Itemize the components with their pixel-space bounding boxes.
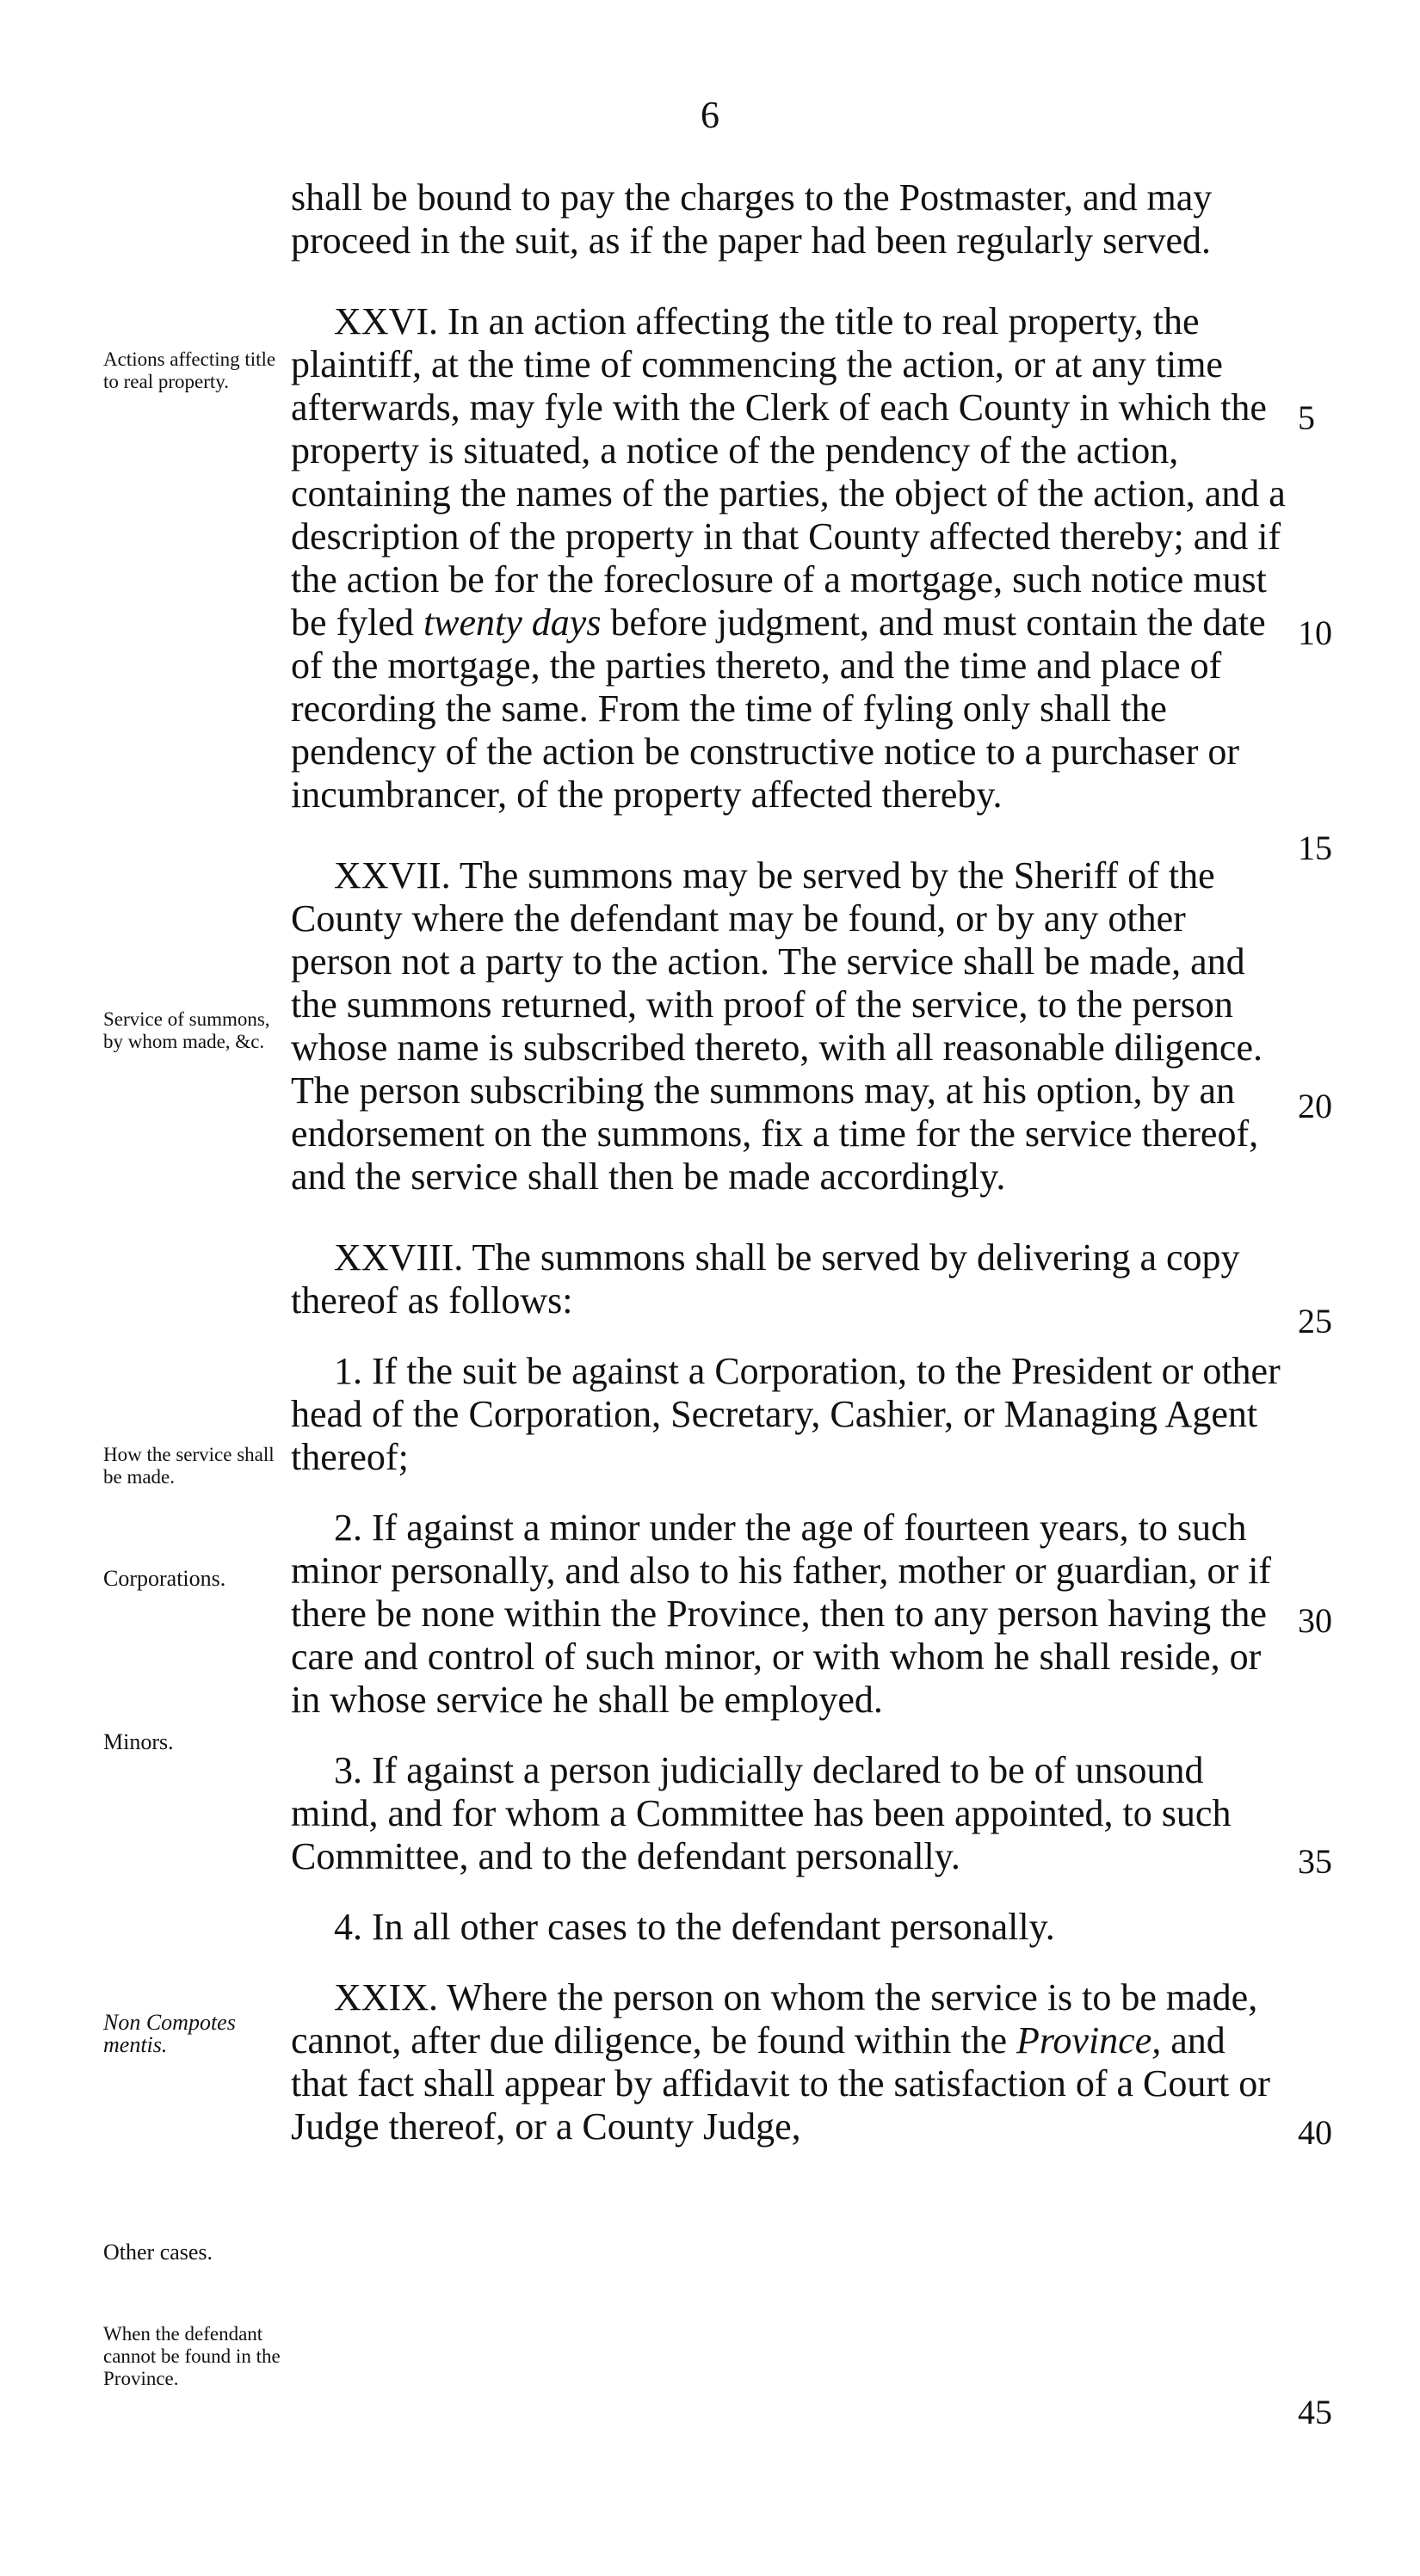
section-xxix-text-b: and that fact shall appear by affidavit to the satisfaction of a Court or Judge thereof, or a County Judge, — [291, 2019, 1270, 2148]
page-number: 6 — [701, 94, 719, 136]
section-xxvi-text-b: before judgment, and must contain the date of the mortgage, the parties thereto, and the time and place of recording the same. From the time of fyling only shall the pendency of the action be constructive notice to a purchaser or incumbrancer, of the property affected thereby. — [291, 601, 1266, 816]
section-xxix-italic: Province, — [1016, 2019, 1162, 2061]
margin-note-minors: Minors. — [103, 1729, 174, 1754]
clause-3-non-compotes: 3. If against a person judicially declared to be of unsound mind, and for whom a Committee has been appointed, to such Committee, and to the defendant personally. — [291, 1749, 1232, 1877]
section-xxvi — [291, 300, 1289, 817]
clause-4-other-cases: 4. In all other cases to the defendant personally. — [334, 1906, 1055, 1948]
margin-note-how: How the service shall be made. — [103, 1444, 275, 1488]
line-number-45: 45 — [1298, 2393, 1332, 2431]
line-number-35: 35 — [1298, 1842, 1332, 1881]
section-xxix-text-a: XXIX. Where the person on whom the service is to be made, cannot, after due diligence, be found within the — [291, 1976, 1258, 2061]
margin-note-corporations: Corporations. — [103, 1566, 226, 1591]
line-number-25: 25 — [1298, 1302, 1332, 1340]
clause-2-minors: 2. If against a minor under the age of fourteen years, to such minor personally, and also to his father, mother or guardian, or if there be none within the Province, then to any person having the care and control of such minor, or with whom he shall reside, or in whose service he shall be employed. — [291, 1507, 1272, 1721]
section-xxvi-text-a: XXVI. In an action affecting the title to real property, the plaintiff, at the time of commencing the action, or at any time afterwards, may fyle with the Clerk of each County in which the property is situated, a notice of the pendency of the action, containing the names of the parties, the object of the action, and a description of the property in that County affected thereby; and if the action be for the foreclosure of a mortgage, such notice must be fyled — [291, 300, 1286, 644]
main-text — [291, 176, 1289, 2148]
section-xxvi-italic: twenty days — [423, 601, 602, 644]
section-xxviii: XXVIII. The summons shall be served by delivering a copy thereof as follows: — [291, 1236, 1240, 1322]
line-number-30: 30 — [1298, 1601, 1332, 1640]
line-number-5: 5 — [1298, 398, 1315, 437]
line-number-15: 15 — [1298, 829, 1332, 867]
margin-note-other-cases: Other cases. — [103, 2240, 213, 2265]
margin-note-actions: Actions affecting title to real property. — [103, 348, 276, 392]
line-number-20: 20 — [1298, 1087, 1332, 1125]
line-number-40: 40 — [1298, 2113, 1332, 2152]
margin-note-cannot-be-found: When the defendant cannot be found in the Province. — [103, 2323, 281, 2389]
clause-1-corporations: 1. If the suit be against a Corporation, to the President or other head of the Corporation, Secretary, Cashier, or Managing Agent thereof; — [291, 1350, 1281, 1478]
paragraph-continuation: shall be bound to pay the charges to the Postmaster, and may proceed in the suit, as if the paper had been regularly served. — [291, 176, 1213, 262]
line-number-10: 10 — [1298, 613, 1332, 652]
section-xxix — [291, 1976, 1289, 2148]
margin-note-non-compotes: Non Compotes mentis. — [103, 2010, 236, 2057]
margin-note-service: Service of summons, by whom made, &c. — [103, 1008, 270, 1052]
section-xxvii: XXVII. The summons may be served by the Sheriff of the County where the defendant may be found, or by any other person not a party to the action. The service shall be made, and the summons returned, with proof of the service, to the person whose name is subscribed thereto, with all reasonable diligence. The person subscribing the summons may, at his option, by an endorsement on the summons, fix a time for the service thereof, and the service shall then be made accordingly. — [291, 854, 1263, 1198]
